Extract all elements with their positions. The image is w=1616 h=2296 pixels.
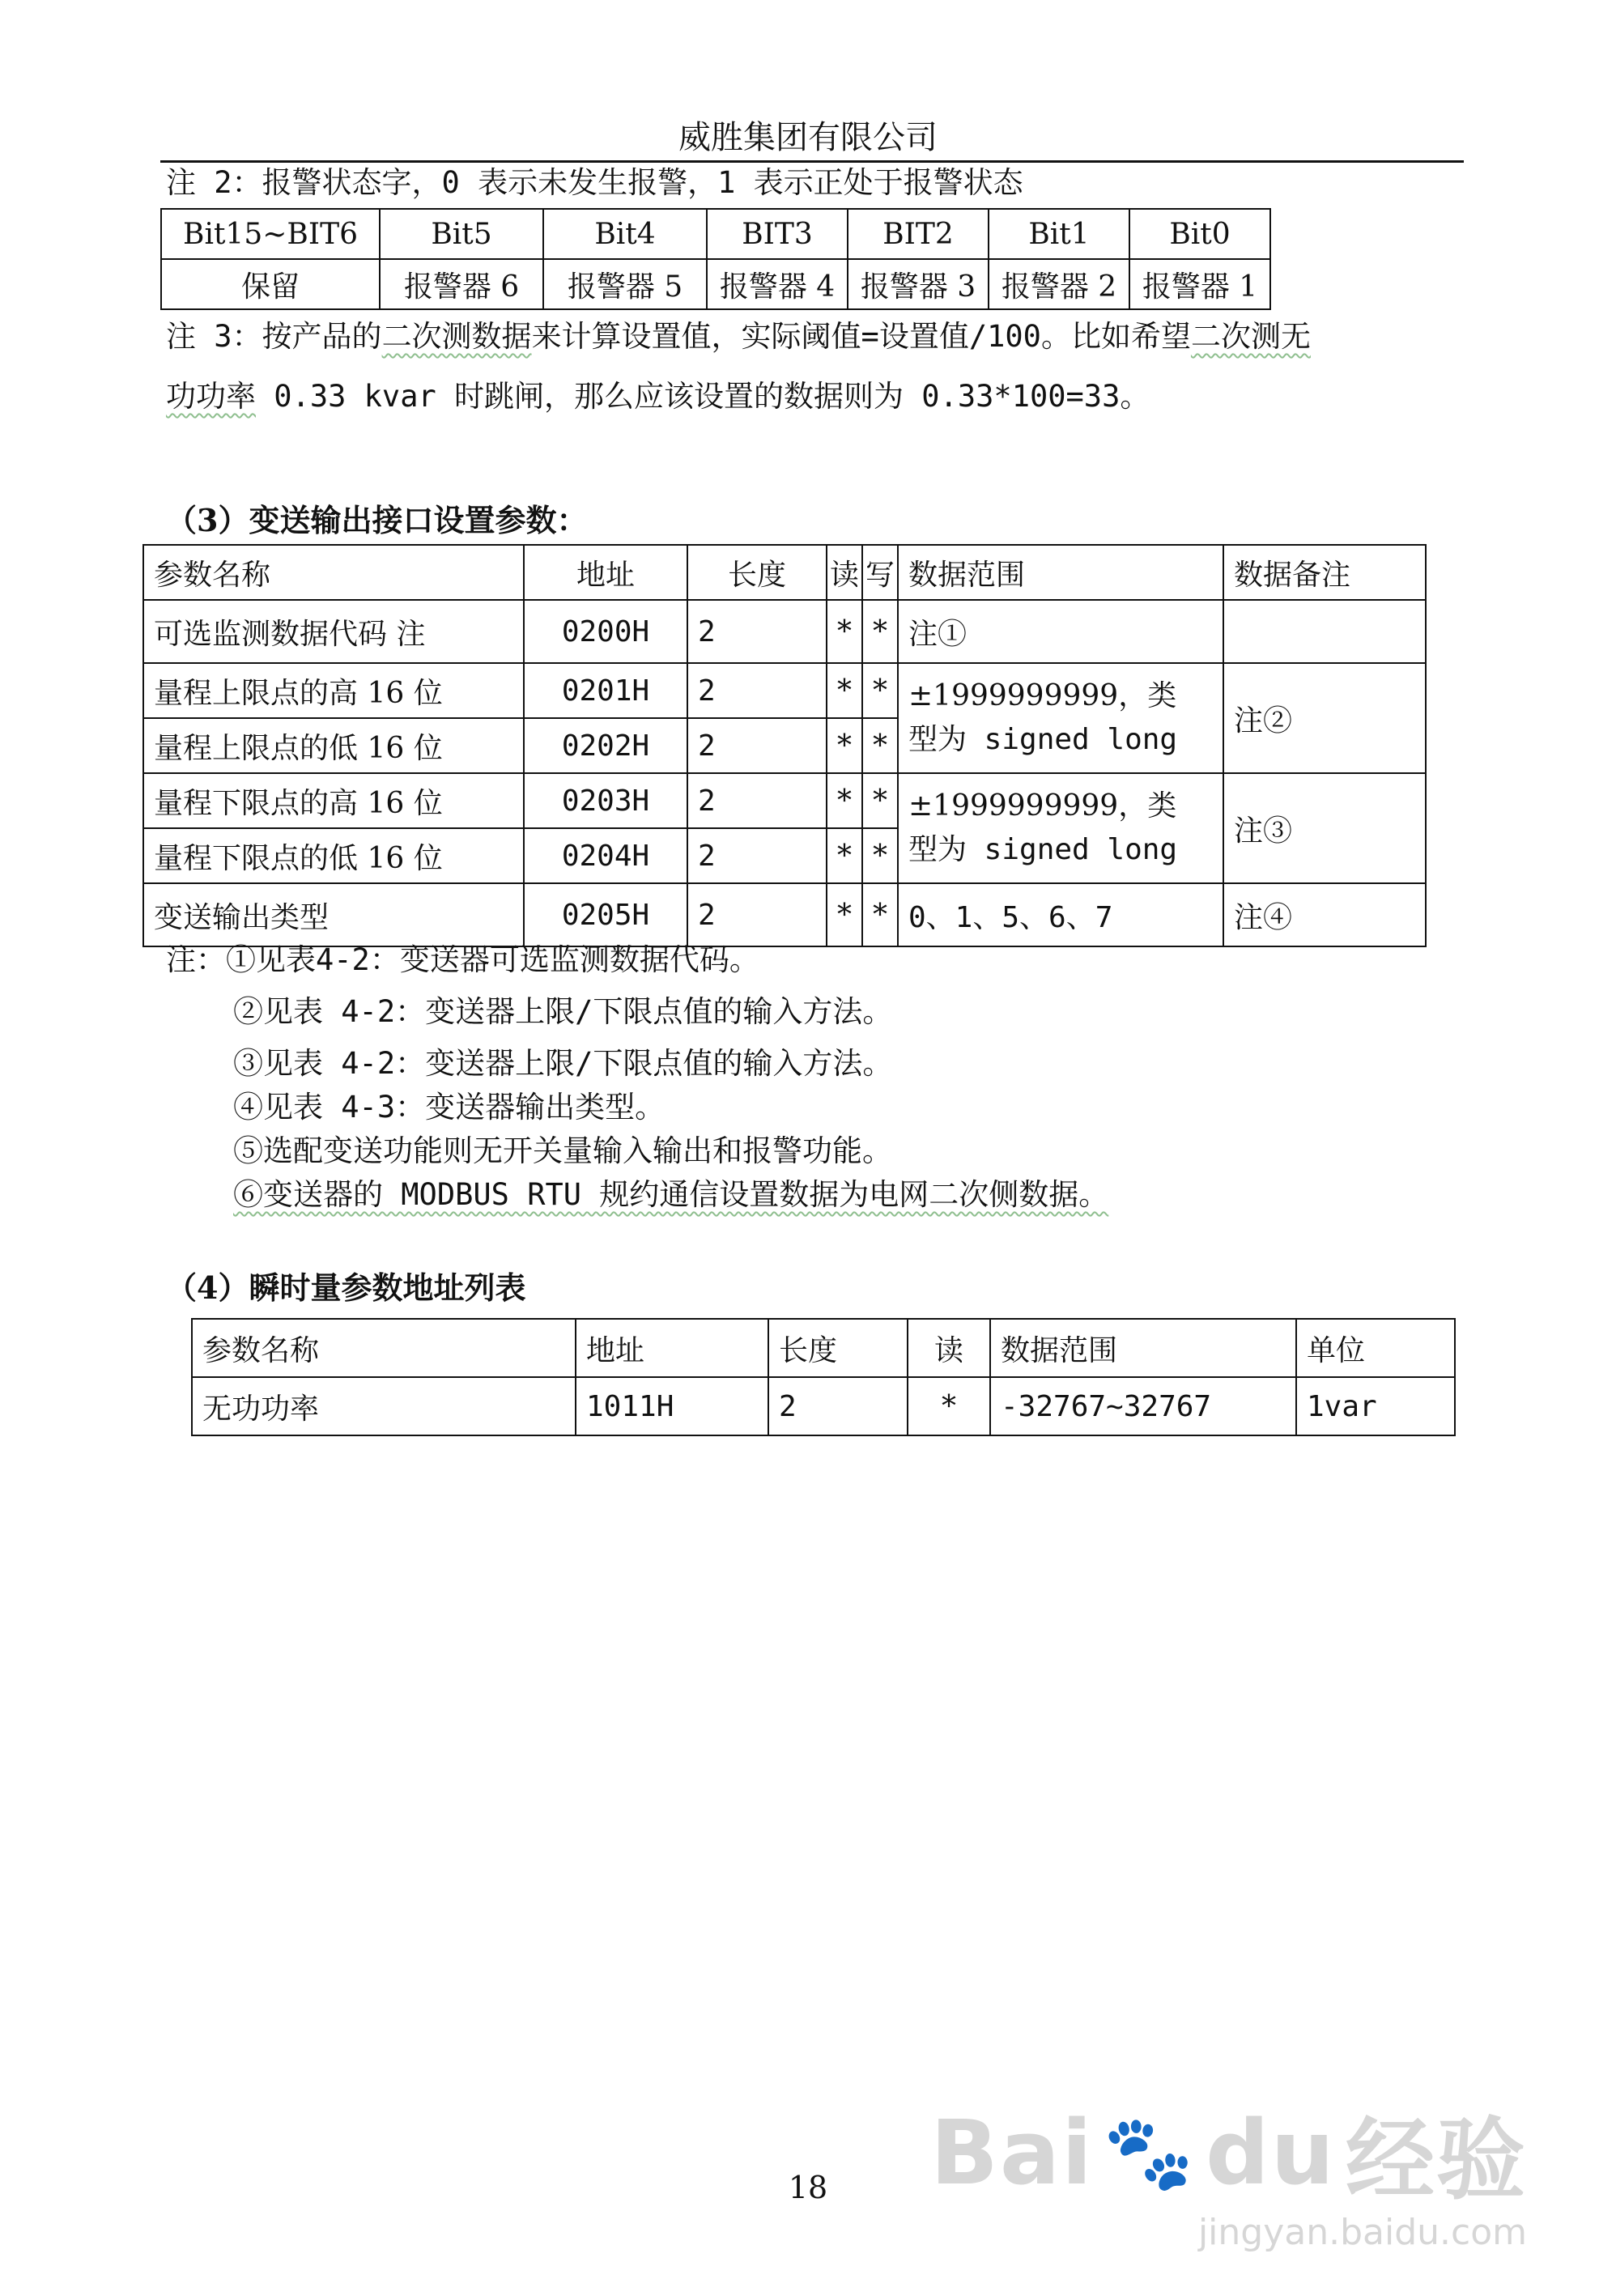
note-3-line-1 [166, 316, 1311, 358]
note-3-line-2 [166, 376, 1150, 418]
param-name: 量程上限点的低 16 位 [143, 718, 524, 773]
inst-read: * [908, 1377, 990, 1435]
param-name: 量程下限点的低 16 位 [143, 828, 524, 883]
param-length: 2 [687, 663, 827, 718]
params-header-cell: 数据范围 [898, 545, 1223, 600]
alarm-value-cell: 报警器 4 [707, 259, 848, 309]
param-address: 0205H [524, 883, 687, 946]
note-3-text: 来计算设置值，实际阈值=设置值/100。比如希望 [531, 319, 1191, 354]
alarm-header-cell: Bit0 [1129, 209, 1270, 259]
param-range-upper [898, 663, 1223, 773]
table-row [143, 883, 1426, 946]
alarm-value-cell: 报警器 1 [1129, 259, 1270, 309]
section-3-title: （3）变送输出接口设置参数： [166, 502, 588, 538]
params-header-row [143, 545, 1426, 600]
note-item-text: ⑥变送器的 MODBUS RTU 规约通信设置数据为电网二次侧数据。 [233, 1177, 1109, 1212]
note-item: ②见表 4-2：变送器上限/下限点值的输入方法。 [233, 994, 893, 1029]
param-address: 0201H [524, 663, 687, 718]
params-header-cell: 地址 [524, 545, 687, 600]
params-header-cell: 读 [827, 545, 862, 600]
param-remark: 注④ [1223, 883, 1426, 946]
note-item: 注：①见表4-2：变送器可选监测数据代码。 [166, 942, 759, 977]
param-write: * [862, 718, 898, 773]
watermark-brand-tail: du [1205, 2101, 1336, 2205]
note-3-text: 注 3：按产品的 [166, 319, 382, 354]
param-address: 0202H [524, 718, 687, 773]
alarm-header-cell: Bit5 [380, 209, 543, 259]
note-item: ⑤选配变送功能则无开关量输入输出和报警功能。 [233, 1133, 892, 1168]
param-address: 0204H [524, 828, 687, 883]
alarm-header-cell: Bit1 [989, 209, 1129, 259]
param-write: * [862, 600, 898, 663]
param-length: 2 [687, 773, 827, 828]
param-range: 0、1、5、6、7 [898, 883, 1223, 946]
table-row [143, 600, 1426, 663]
param-read: * [827, 828, 862, 883]
param-name: 可选监测数据代码 注 [143, 600, 524, 663]
note-item: ④见表 4-3：变送器输出类型。 [233, 1090, 666, 1125]
inst-range: -32767~32767 [990, 1377, 1296, 1435]
page-number: 18 [788, 2170, 828, 2205]
watermark-url: jingyan.baidu.com [1197, 2212, 1527, 2253]
param-name: 量程下限点的高 16 位 [143, 773, 524, 828]
param-range-lower [898, 773, 1223, 883]
alarm-value-cell: 报警器 3 [848, 259, 989, 309]
param-range: 注① [898, 600, 1223, 663]
transmitter-params-table [142, 544, 1427, 947]
note-3-term: 二次测无 [1190, 319, 1311, 354]
company-header: 威胜集团有限公司 [678, 119, 938, 156]
table-row [192, 1377, 1455, 1435]
alarm-bit-table [160, 208, 1271, 310]
param-read: * [827, 773, 862, 828]
alarm-header-cell: BIT2 [848, 209, 989, 259]
params-header-cell: 长度 [687, 545, 827, 600]
range-line: 型为 signed long [908, 833, 1178, 866]
params-header-cell: 写 [862, 545, 898, 600]
param-read: * [827, 718, 862, 773]
param-name: 量程上限点的高 16 位 [143, 663, 524, 718]
table-row [143, 773, 1426, 828]
note-3-text: 0.33 kvar 时跳闸，那么应该设置的数据则为 0.33*100=33。 [256, 379, 1150, 414]
note-2: 注 2：报警状态字，0 表示未发生报警，1 表示正处于报警状态 [166, 165, 1023, 200]
inst-header-cell: 地址 [576, 1319, 768, 1377]
section-4-title: （4）瞬时量参数地址列表 [166, 1269, 526, 1306]
alarm-header-cell: Bit15~BIT6 [161, 209, 380, 259]
param-remark-lower: 注③ [1223, 773, 1426, 883]
param-length: 2 [687, 883, 827, 946]
note-3-term: 功功率 [166, 379, 256, 414]
inst-address: 1011H [576, 1377, 768, 1435]
param-read: * [827, 600, 862, 663]
param-write: * [862, 773, 898, 828]
inst-unit: 1var [1296, 1377, 1455, 1435]
param-name: 变送输出类型 [143, 883, 524, 946]
inst-length: 2 [768, 1377, 908, 1435]
param-write: * [862, 663, 898, 718]
alarm-value-cell: 报警器 2 [989, 259, 1129, 309]
param-length: 2 [687, 600, 827, 663]
paw-icon: 🐾 [1103, 2110, 1196, 2196]
inst-header-row [192, 1319, 1455, 1377]
param-length: 2 [687, 828, 827, 883]
alarm-header-row [161, 209, 1270, 259]
note-item: ③见表 4-2：变送器上限/下限点值的输入方法。 [233, 1046, 893, 1081]
note-item [233, 1174, 1108, 1216]
alarm-value-cell: 保留 [161, 259, 380, 309]
watermark-cn: 经验 [1346, 2108, 1527, 2212]
range-line: 型为 signed long [908, 723, 1178, 756]
table-row [143, 663, 1426, 718]
alarm-header-cell: Bit4 [543, 209, 707, 259]
inst-header-cell: 单位 [1296, 1319, 1455, 1377]
params-header-cell: 参数名称 [143, 545, 524, 600]
param-read: * [827, 663, 862, 718]
watermark-logo [930, 2089, 1527, 2217]
inst-name: 无功功率 [192, 1377, 576, 1435]
instant-params-table [191, 1318, 1456, 1436]
param-remark [1223, 600, 1426, 663]
param-write: * [862, 828, 898, 883]
param-length: 2 [687, 718, 827, 773]
param-address: 0203H [524, 773, 687, 828]
param-read: * [827, 883, 862, 946]
inst-header-cell: 数据范围 [990, 1319, 1296, 1377]
param-address: 0200H [524, 600, 687, 663]
range-line: ±1999999999，类 [908, 789, 1177, 823]
alarm-header-cell: BIT3 [707, 209, 848, 259]
note-3-term: 二次测数据 [381, 319, 532, 354]
inst-header-cell: 读 [908, 1319, 990, 1377]
alarm-value-row [161, 259, 1270, 309]
watermark-brand: Bai [930, 2101, 1094, 2205]
range-line: ±1999999999，类 [908, 679, 1177, 712]
inst-header-cell: 参数名称 [192, 1319, 576, 1377]
alarm-value-cell: 报警器 5 [543, 259, 707, 309]
params-header-cell: 数据备注 [1223, 545, 1426, 600]
param-write: * [862, 883, 898, 946]
param-remark-upper: 注② [1223, 663, 1426, 773]
inst-header-cell: 长度 [768, 1319, 908, 1377]
baidu-watermark [930, 2089, 1527, 2253]
alarm-value-cell: 报警器 6 [380, 259, 543, 309]
